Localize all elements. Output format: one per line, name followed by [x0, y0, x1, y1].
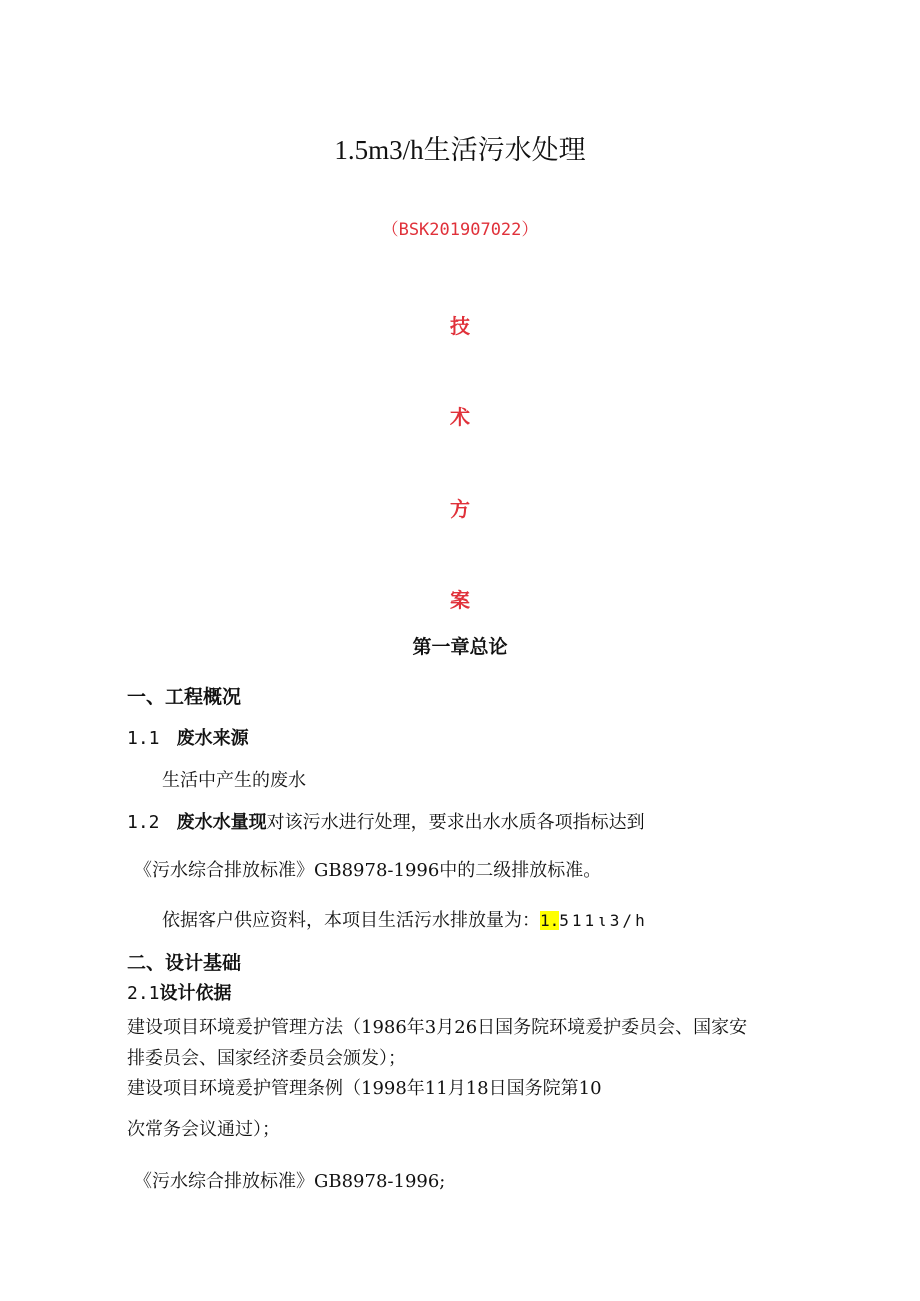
- flow-rate-highlight: 1.: [540, 911, 560, 930]
- vertical-title-char-2: 术: [450, 405, 470, 429]
- design-basis-line-3: 建设项目环境爰护管理条例（1998年11月18日国务院第10: [127, 1078, 602, 1099]
- subsection-1-2: [127, 808, 645, 834]
- subsection-2-1: [127, 979, 232, 1005]
- subsection-title: 设计依据: [159, 983, 232, 1004]
- vertical-title-char-3: 方: [450, 497, 470, 521]
- subsection-number: 1.2: [127, 812, 160, 833]
- subsection-text: 对该污水进行处理，要求出水水质各项指标达到: [266, 812, 645, 833]
- document-title: 1.5m3/h生活污水处理: [334, 135, 586, 165]
- section-heading-2: 二、设计基础: [127, 952, 242, 974]
- chapter-title: 第一章总论: [412, 636, 508, 658]
- flow-rate-line: [162, 906, 648, 932]
- wastewater-source-text: 生活中产生的废水: [162, 770, 306, 791]
- vertical-title-char-4: 案: [450, 588, 470, 612]
- design-basis-line-1: 建设项目环境爰护管理方法（1986年3月26日国务院环境爰护委员会、国家安: [127, 1017, 748, 1038]
- subsection-number: 1.1: [127, 728, 160, 749]
- document-code: （BSK201907022）: [381, 220, 539, 240]
- vertical-title-char-1: 技: [450, 314, 470, 338]
- design-basis-line-2: 排委员会、国家经济委员会颁发）；: [127, 1048, 406, 1069]
- subsection-title: 废水来源: [176, 728, 249, 749]
- standard-reference-line: 《污水综合排放标准》GB8978-1996中的二级排放标准。: [134, 860, 602, 881]
- design-basis-line-5: 《污水综合排放标准》GB8978-1996;: [134, 1171, 446, 1192]
- flow-rate-value: 511ι3/h: [559, 911, 648, 930]
- subsection-1-1: [127, 724, 249, 750]
- section-heading-1: 一、工程概况: [127, 686, 242, 708]
- subsection-title: 废水水量现: [176, 812, 267, 833]
- design-basis-line-4: 次常务会议通过）；: [127, 1119, 280, 1140]
- subsection-number: 2.1: [127, 983, 160, 1004]
- flow-rate-prefix: 依据客户供应资料，本项目生活污水排放量为：: [162, 910, 540, 931]
